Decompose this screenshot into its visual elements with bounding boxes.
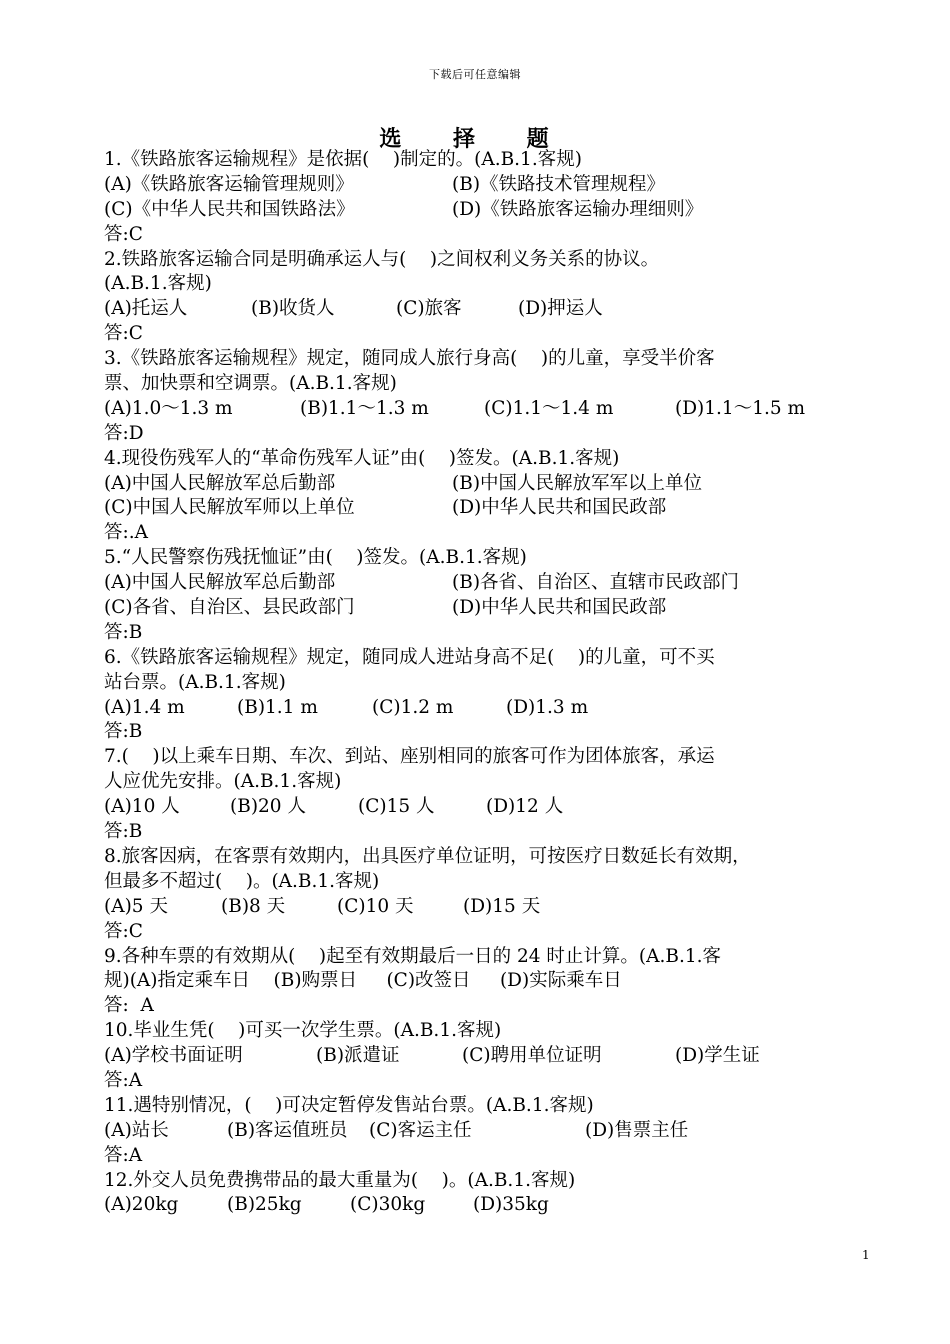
answer: 答:A xyxy=(104,1069,143,1091)
option: (A)20kg xyxy=(104,1194,179,1216)
answer: 答:C xyxy=(104,323,143,345)
question-item xyxy=(104,845,884,945)
option: (D)15 天 xyxy=(463,895,541,917)
option: (D)中华人民共和国民政部 xyxy=(452,597,667,619)
question-item xyxy=(104,248,884,348)
question-item xyxy=(104,745,884,845)
option-row xyxy=(104,297,884,322)
option: (D)《铁路旅客运输办理细则》 xyxy=(452,198,704,220)
question-text: 6.《铁路旅客运输规程》规定，随同成人进站身高不足( )的儿童，可不买 xyxy=(104,646,715,668)
option-row xyxy=(104,571,884,596)
question-text: 4.现役伤残军人的“革命伤残军人证”由( )签发。(A.B.1.客规) xyxy=(104,447,620,469)
question-text: 2.铁路旅客运输合同是明确承运人与( )之间权利义务关系的协议。 xyxy=(104,248,660,270)
question-text: 站台票。(A.B.1.客规) xyxy=(104,671,286,693)
option: (D)押运人 xyxy=(518,298,603,320)
question-text: 3.《铁路旅客运输规程》规定，随同成人旅行身高( )的儿童，享受半价客 xyxy=(104,348,715,370)
question-text: 但最多不超过( )。(A.B.1.客规) xyxy=(104,870,380,892)
question-text: 11.遇特别情况，( )可决定暂停发售站台票。(A.B.1.客规) xyxy=(104,1094,594,1116)
option-row xyxy=(104,173,884,198)
question-text: 1.《铁路旅客运输规程》是依据( )制定的。(A.B.1.客规) xyxy=(104,149,582,170)
option-row xyxy=(104,895,884,920)
option: (C)1.2 m xyxy=(372,696,454,718)
option: (A)1.4 m xyxy=(104,696,185,718)
answer: 答:A xyxy=(104,1144,143,1166)
answer: 答:B xyxy=(104,621,143,643)
question-item xyxy=(104,1169,884,1219)
option-row xyxy=(104,472,884,497)
option: (B)25kg xyxy=(227,1194,302,1216)
answer: 答:C xyxy=(104,223,143,245)
question-text: 9.各种车票的有效期从( )起至有效期最后一日的 24 时止计算。(A.B.1.客 xyxy=(104,945,721,967)
option: (C)30kg xyxy=(350,1194,426,1216)
option: (A)5 天 xyxy=(104,895,168,917)
option: (A)《铁路旅客运输管理规则》 xyxy=(104,173,354,195)
option: (B)1.1 m xyxy=(237,696,318,718)
question-item xyxy=(104,1019,884,1094)
option: (B)中国人民解放军军以上单位 xyxy=(452,472,703,494)
option: (D)35kg xyxy=(473,1194,549,1216)
answer: 答: A xyxy=(104,995,154,1017)
question-text: 10.毕业生凭( )可买一次学生票。(A.B.1.客规) xyxy=(104,1020,502,1042)
answer: 答:C xyxy=(104,920,143,942)
question-text: 5.“人民警察伤残抚恤证”由( )签发。(A.B.1.客规) xyxy=(104,547,527,569)
question-text: 人应优先安排。(A.B.1.客规) xyxy=(104,771,342,793)
page-number: 1 xyxy=(862,1248,870,1262)
question-text: 票、加快票和空调票。(A.B.1.客规) xyxy=(104,373,397,395)
option-row xyxy=(104,1119,884,1144)
question-item xyxy=(104,1094,884,1169)
option: (B)8 天 xyxy=(221,895,286,917)
question-text: (A.B.1.客规) xyxy=(104,273,212,295)
question-text: 12.外交人员免费携带品的最大重量为( )。(A.B.1.客规) xyxy=(104,1169,576,1191)
option: (C)《中华人民共和国铁路法》 xyxy=(104,198,355,220)
option: (C)10 天 xyxy=(337,895,414,917)
question-text: 7.( )以上乘车日期、车次、到站、座别相同的旅客可作为团体旅客，承运 xyxy=(104,746,715,768)
option: (A)中国人民解放军总后勤部 xyxy=(104,572,336,594)
option: (D)学生证 xyxy=(675,1045,760,1067)
question-list xyxy=(104,148,884,1218)
question-text: 规)(A)指定乘车日 (B)购票日 (C)改签日 (D)实际乘车日 xyxy=(104,970,622,992)
option: (B)客运值班员 xyxy=(227,1119,348,1141)
option: (B)收货人 xyxy=(251,298,335,320)
option: (D)1.3 m xyxy=(506,696,589,718)
option: (C)中国人民解放军师以上单位 xyxy=(104,497,355,519)
question-text: 8.旅客因病，在客票有效期内，出具医疗单位证明，可按医疗日数延长有效期， xyxy=(104,845,751,867)
option: (C)客运主任 xyxy=(369,1119,472,1141)
option-row xyxy=(104,596,884,621)
question-item xyxy=(104,148,884,248)
option: (C)聘用单位证明 xyxy=(462,1045,602,1067)
option: (D)售票主任 xyxy=(585,1119,689,1141)
option: (B)20 人 xyxy=(230,796,306,818)
option: (C)旅客 xyxy=(396,298,462,320)
option-row xyxy=(104,1044,884,1069)
option: (D)12 人 xyxy=(486,796,564,818)
option: (C)各省、自治区、县民政部门 xyxy=(104,597,355,619)
page-title: 选 择 题 xyxy=(379,126,571,152)
answer: 答:.A xyxy=(104,522,148,544)
option: (A)站长 xyxy=(104,1119,169,1141)
option-row xyxy=(104,198,884,223)
page-header: 下载后可任意编辑 xyxy=(429,68,521,81)
question-item xyxy=(104,646,884,746)
answer: 答:B xyxy=(104,721,143,743)
option: (D)中华人民共和国民政部 xyxy=(452,497,667,519)
question-item xyxy=(104,546,884,646)
option: (A)10 人 xyxy=(104,796,180,818)
question-item xyxy=(104,347,884,447)
answer: 答:D xyxy=(104,422,144,444)
answer: 答:B xyxy=(104,821,143,843)
option: (B)各省、自治区、直辖市民政部门 xyxy=(452,572,740,594)
option: (A)1.0～1.3 m xyxy=(104,397,233,419)
question-item xyxy=(104,447,884,547)
option: (A)学校书面证明 xyxy=(104,1045,243,1067)
option: (B)《铁路技术管理规程》 xyxy=(452,173,666,195)
option: (B)1.1～1.3 m xyxy=(300,397,429,419)
option: (D)1.1～1.5 m xyxy=(675,397,806,419)
option: (C)1.1～1.4 m xyxy=(484,397,614,419)
option-row xyxy=(104,795,884,820)
option-row xyxy=(104,397,884,422)
option: (A)中国人民解放军总后勤部 xyxy=(104,472,336,494)
option: (C)15 人 xyxy=(358,796,435,818)
option-row xyxy=(104,1193,884,1218)
option: (A)托运人 xyxy=(104,298,188,320)
question-item xyxy=(104,945,884,1020)
option-row xyxy=(104,496,884,521)
option: (B)派遣证 xyxy=(316,1045,400,1067)
option-row xyxy=(104,696,884,721)
